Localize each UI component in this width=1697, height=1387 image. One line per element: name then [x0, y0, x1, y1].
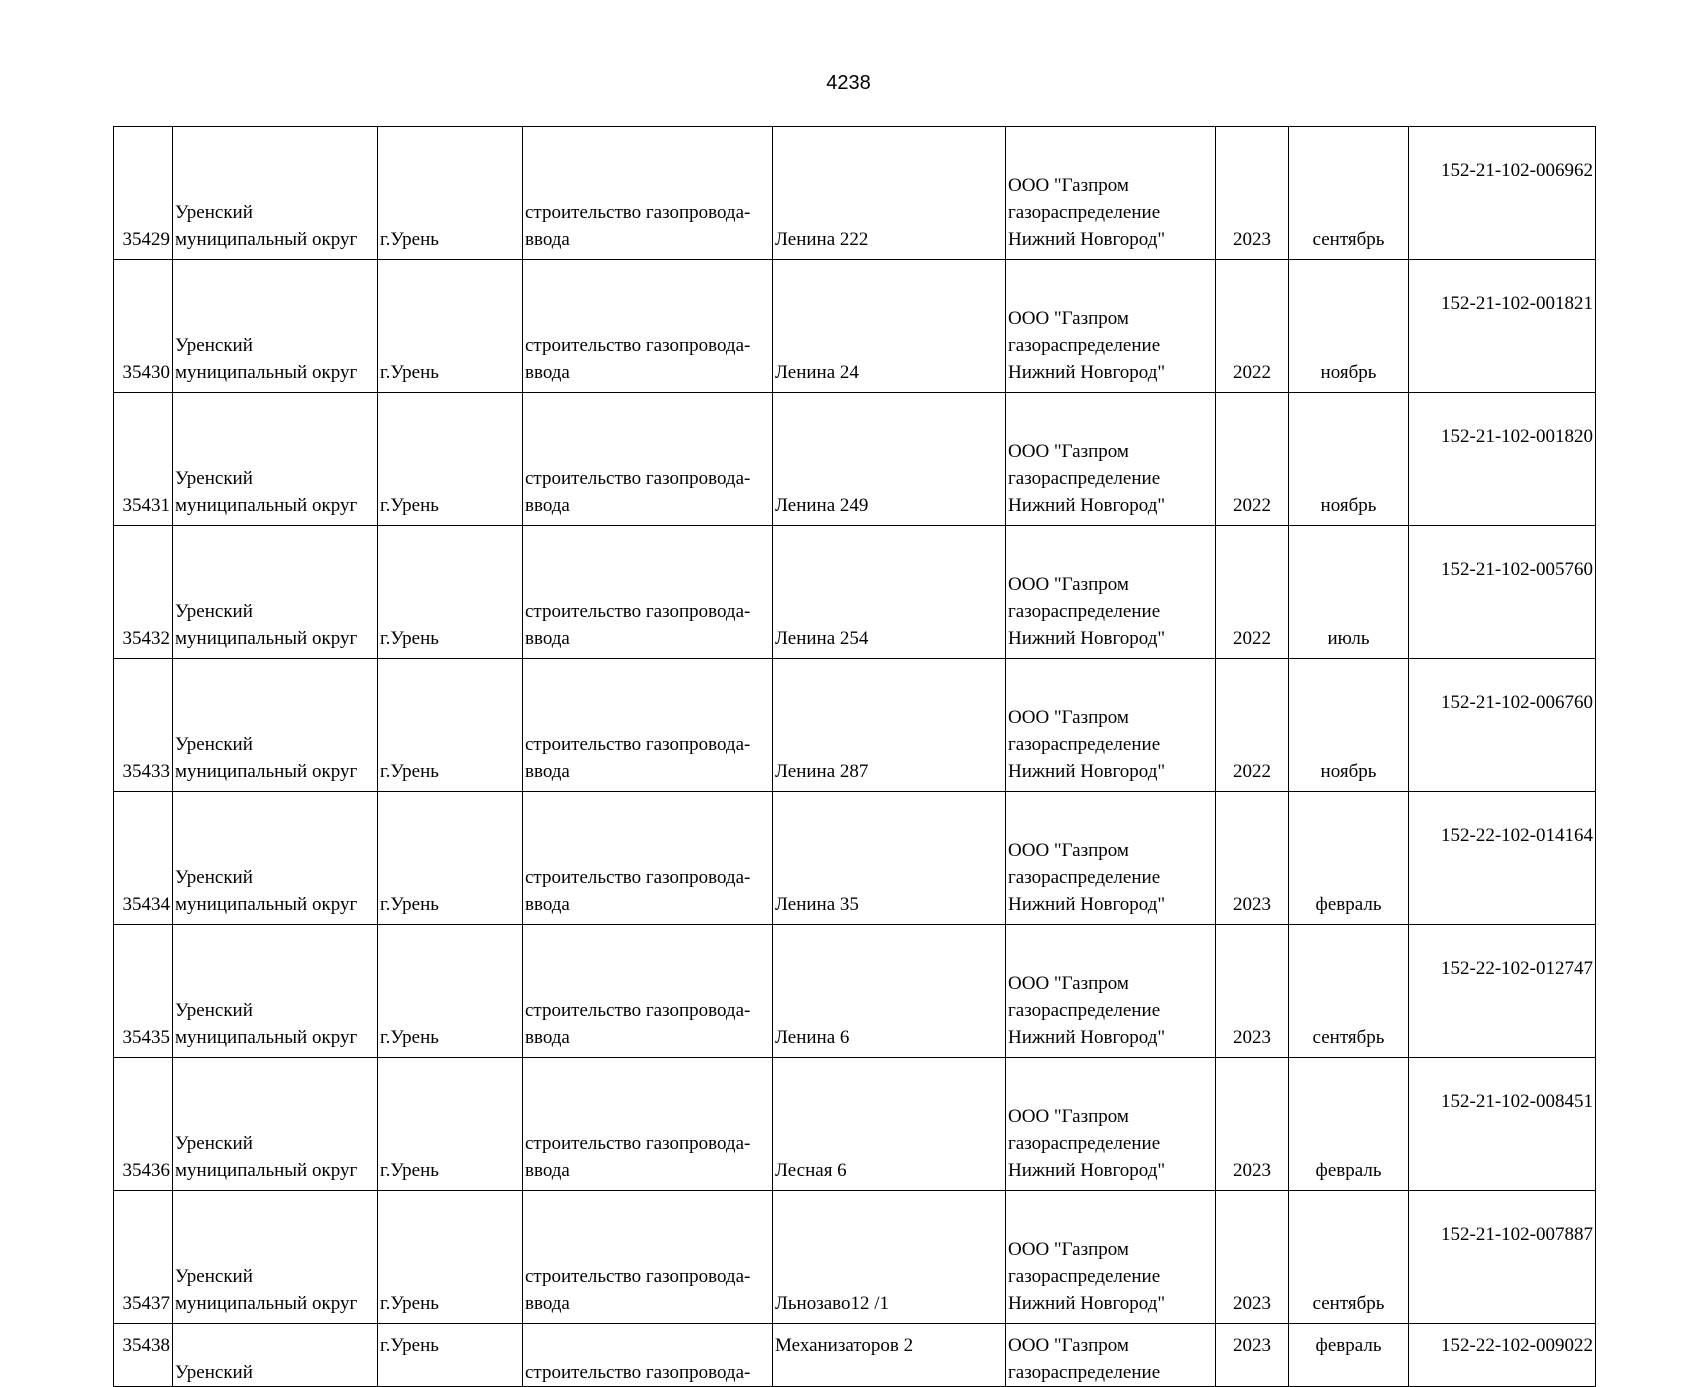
year-cell: 2023 — [1216, 127, 1289, 260]
organization-cell-line: ООО "Газпром — [1008, 707, 1129, 728]
year-cell: 2022 — [1216, 526, 1289, 659]
row-number: 35430 — [114, 260, 173, 393]
month-cell: февраль — [1289, 1324, 1409, 1387]
row-number: 35433 — [114, 659, 173, 792]
work-type-cell-line: строительство газопровода- — [525, 601, 751, 622]
organization-cell-line: Нижний Новгород" — [1008, 1293, 1166, 1314]
address-cell: Механизаторов 2 — [773, 1324, 1006, 1387]
work-type-cell-line: строительство газопровода- — [525, 1133, 751, 1154]
table-row — [114, 127, 1596, 260]
work-type-cell — [523, 127, 773, 260]
row-number: 35432 — [114, 526, 173, 659]
organization-cell-line: ООО "Газпром — [1008, 574, 1129, 595]
organization-cell-line: Нижний Новгород" — [1008, 894, 1166, 915]
work-type-cell-line: ввода — [525, 1293, 570, 1314]
district-cell — [173, 1058, 378, 1191]
organization-cell-line: Нижний Новгород" — [1008, 1027, 1166, 1048]
organization-cell-line: Нижний Новгород" — [1008, 761, 1166, 782]
month-cell: февраль — [1289, 1058, 1409, 1191]
work-type-cell — [523, 526, 773, 659]
district-cell-line: Уренский — [175, 734, 253, 755]
district-cell — [173, 260, 378, 393]
table-row — [114, 260, 1596, 393]
work-type-cell — [523, 1324, 773, 1387]
registry-body — [114, 127, 1596, 1387]
city-cell: г.Урень — [378, 260, 523, 393]
table-row — [114, 1191, 1596, 1324]
registry-code-cell: 152-21-102-007887 — [1409, 1191, 1596, 1324]
month-cell: сентябрь — [1289, 1191, 1409, 1324]
month-cell: ноябрь — [1289, 393, 1409, 526]
organization-cell — [1006, 792, 1216, 925]
district-cell — [173, 393, 378, 526]
work-type-cell-line: строительство газопровода- — [525, 1000, 751, 1021]
work-type-cell-line: строительство газопровода- — [525, 1362, 751, 1383]
work-type-cell — [523, 659, 773, 792]
district-cell-line: Уренский — [175, 1000, 253, 1021]
work-type-cell-line: ввода — [525, 1027, 570, 1048]
organization-cell-line: газораспределение — [1008, 867, 1161, 888]
work-type-cell — [523, 925, 773, 1058]
address-cell: Ленина 254 — [773, 526, 1006, 659]
organization-cell-line: газораспределение — [1008, 601, 1161, 622]
city-cell: г.Урень — [378, 659, 523, 792]
month-cell: сентябрь — [1289, 925, 1409, 1058]
row-number: 35431 — [114, 393, 173, 526]
table-row — [114, 526, 1596, 659]
address-cell: Льнозаво12 /1 — [773, 1191, 1006, 1324]
organization-cell-line: Нижний Новгород" — [1008, 628, 1166, 649]
city-cell: г.Урень — [378, 393, 523, 526]
month-cell: сентябрь — [1289, 127, 1409, 260]
organization-cell-line: газораспределение — [1008, 1133, 1161, 1154]
row-number: 35436 — [114, 1058, 173, 1191]
table-row — [114, 925, 1596, 1058]
registry-code-cell: 152-21-102-006962 — [1409, 127, 1596, 260]
organization-cell-line: Нижний Новгород" — [1008, 362, 1166, 383]
district-cell — [173, 1324, 378, 1387]
district-cell-line: муниципальный округ — [175, 1027, 358, 1048]
registry-code-cell: 152-21-102-001820 — [1409, 393, 1596, 526]
organization-cell — [1006, 1324, 1216, 1387]
year-cell: 2023 — [1216, 1191, 1289, 1324]
organization-cell-line: Нижний Новгород" — [1008, 495, 1166, 516]
organization-cell-line: ООО "Газпром — [1008, 1106, 1129, 1127]
organization-cell-line: ООО "Газпром — [1008, 1335, 1129, 1356]
address-cell: Ленина 6 — [773, 925, 1006, 1058]
registry-code-cell: 152-22-102-012747 — [1409, 925, 1596, 1058]
organization-cell-line: ООО "Газпром — [1008, 308, 1129, 329]
table-row — [114, 393, 1596, 526]
district-cell-line: Уренский — [175, 202, 253, 223]
organization-cell — [1006, 393, 1216, 526]
organization-cell-line: газораспределение — [1008, 202, 1161, 223]
work-type-cell-line: ввода — [525, 628, 570, 649]
address-cell: Ленина 24 — [773, 260, 1006, 393]
month-cell: ноябрь — [1289, 260, 1409, 393]
row-number: 35429 — [114, 127, 173, 260]
city-cell: г.Урень — [378, 1058, 523, 1191]
address-cell: Ленина 249 — [773, 393, 1006, 526]
city-cell: г.Урень — [378, 925, 523, 1058]
work-type-cell-line: ввода — [525, 1160, 570, 1181]
work-type-cell-line: ввода — [525, 894, 570, 915]
organization-cell — [1006, 925, 1216, 1058]
work-type-cell-line: ввода — [525, 761, 570, 782]
registry-code-cell: 152-22-102-009022 — [1409, 1324, 1596, 1387]
year-cell: 2022 — [1216, 260, 1289, 393]
district-cell — [173, 925, 378, 1058]
work-type-cell-line: строительство газопровода- — [525, 1266, 751, 1287]
work-type-cell — [523, 393, 773, 526]
row-number: 35435 — [114, 925, 173, 1058]
organization-cell-line: ООО "Газпром — [1008, 175, 1129, 196]
organization-cell-line: газораспределение — [1008, 335, 1161, 356]
work-type-cell-line: строительство газопровода- — [525, 734, 751, 755]
district-cell — [173, 659, 378, 792]
table-row — [114, 659, 1596, 792]
district-cell-line: Уренский — [175, 335, 253, 356]
year-cell: 2023 — [1216, 1058, 1289, 1191]
district-cell-line: Уренский — [175, 1362, 253, 1383]
table-row — [114, 1324, 1596, 1387]
district-cell-line: муниципальный округ — [175, 229, 358, 250]
month-cell: июль — [1289, 526, 1409, 659]
row-number: 35434 — [114, 792, 173, 925]
organization-cell-line: ООО "Газпром — [1008, 441, 1129, 462]
work-type-cell — [523, 792, 773, 925]
district-cell — [173, 792, 378, 925]
city-cell: г.Урень — [378, 526, 523, 659]
organization-cell — [1006, 659, 1216, 792]
gas-pipeline-registry-table — [113, 126, 1596, 1387]
address-cell: Лесная 6 — [773, 1058, 1006, 1191]
work-type-cell-line: строительство газопровода- — [525, 867, 751, 888]
district-cell-line: муниципальный округ — [175, 1160, 358, 1181]
year-cell: 2023 — [1216, 792, 1289, 925]
district-cell-line: муниципальный округ — [175, 761, 358, 782]
district-cell-line: Уренский — [175, 867, 253, 888]
work-type-cell-line: строительство газопровода- — [525, 468, 751, 489]
year-cell: 2023 — [1216, 1324, 1289, 1387]
district-cell-line: Уренский — [175, 468, 253, 489]
organization-cell — [1006, 1191, 1216, 1324]
row-number: 35437 — [114, 1191, 173, 1324]
organization-cell-line: ООО "Газпром — [1008, 973, 1129, 994]
organization-cell — [1006, 127, 1216, 260]
work-type-cell-line: строительство газопровода- — [525, 335, 751, 356]
organization-cell — [1006, 526, 1216, 659]
organization-cell — [1006, 260, 1216, 393]
district-cell — [173, 127, 378, 260]
work-type-cell — [523, 260, 773, 393]
work-type-cell — [523, 1191, 773, 1324]
district-cell-line: Уренский — [175, 601, 253, 622]
year-cell: 2023 — [1216, 925, 1289, 1058]
district-cell-line: муниципальный округ — [175, 1293, 358, 1314]
organization-cell-line: газораспределение — [1008, 1266, 1161, 1287]
city-cell: г.Урень — [378, 1324, 523, 1387]
city-cell: г.Урень — [378, 792, 523, 925]
organization-cell — [1006, 1058, 1216, 1191]
work-type-cell-line: ввода — [525, 495, 570, 516]
address-cell: Ленина 35 — [773, 792, 1006, 925]
registry-code-cell: 152-21-102-005760 — [1409, 526, 1596, 659]
city-cell: г.Урень — [378, 127, 523, 260]
address-cell: Ленина 287 — [773, 659, 1006, 792]
district-cell — [173, 526, 378, 659]
district-cell-line: Уренский — [175, 1133, 253, 1154]
year-cell: 2022 — [1216, 393, 1289, 526]
district-cell-line: муниципальный округ — [175, 362, 358, 383]
row-number: 35438 — [114, 1324, 173, 1387]
registry-code-cell: 152-21-102-006760 — [1409, 659, 1596, 792]
month-cell: ноябрь — [1289, 659, 1409, 792]
work-type-cell-line: ввода — [525, 229, 570, 250]
organization-cell-line: газораспределение — [1008, 468, 1161, 489]
city-cell: г.Урень — [378, 1191, 523, 1324]
organization-cell-line: газораспределение — [1008, 1362, 1161, 1383]
organization-cell-line: газораспределение — [1008, 734, 1161, 755]
table-row — [114, 1058, 1596, 1191]
year-cell: 2022 — [1216, 659, 1289, 792]
work-type-cell-line: ввода — [525, 362, 570, 383]
address-cell: Ленина 222 — [773, 127, 1006, 260]
registry-code-cell: 152-21-102-008451 — [1409, 1058, 1596, 1191]
organization-cell-line: ООО "Газпром — [1008, 1239, 1129, 1260]
district-cell — [173, 1191, 378, 1324]
district-cell-line: муниципальный округ — [175, 628, 358, 649]
work-type-cell-line: строительство газопровода- — [525, 202, 751, 223]
organization-cell-line: Нижний Новгород" — [1008, 229, 1166, 250]
page-number: 4238 — [826, 72, 871, 94]
table-row — [114, 792, 1596, 925]
organization-cell-line: ООО "Газпром — [1008, 840, 1129, 861]
organization-cell-line: газораспределение — [1008, 1000, 1161, 1021]
district-cell-line: муниципальный округ — [175, 495, 358, 516]
month-cell: февраль — [1289, 792, 1409, 925]
work-type-cell — [523, 1058, 773, 1191]
registry-code-cell: 152-21-102-001821 — [1409, 260, 1596, 393]
district-cell-line: муниципальный округ — [175, 894, 358, 915]
registry-code-cell: 152-22-102-014164 — [1409, 792, 1596, 925]
organization-cell-line: Нижний Новгород" — [1008, 1160, 1166, 1181]
district-cell-line: Уренский — [175, 1266, 253, 1287]
